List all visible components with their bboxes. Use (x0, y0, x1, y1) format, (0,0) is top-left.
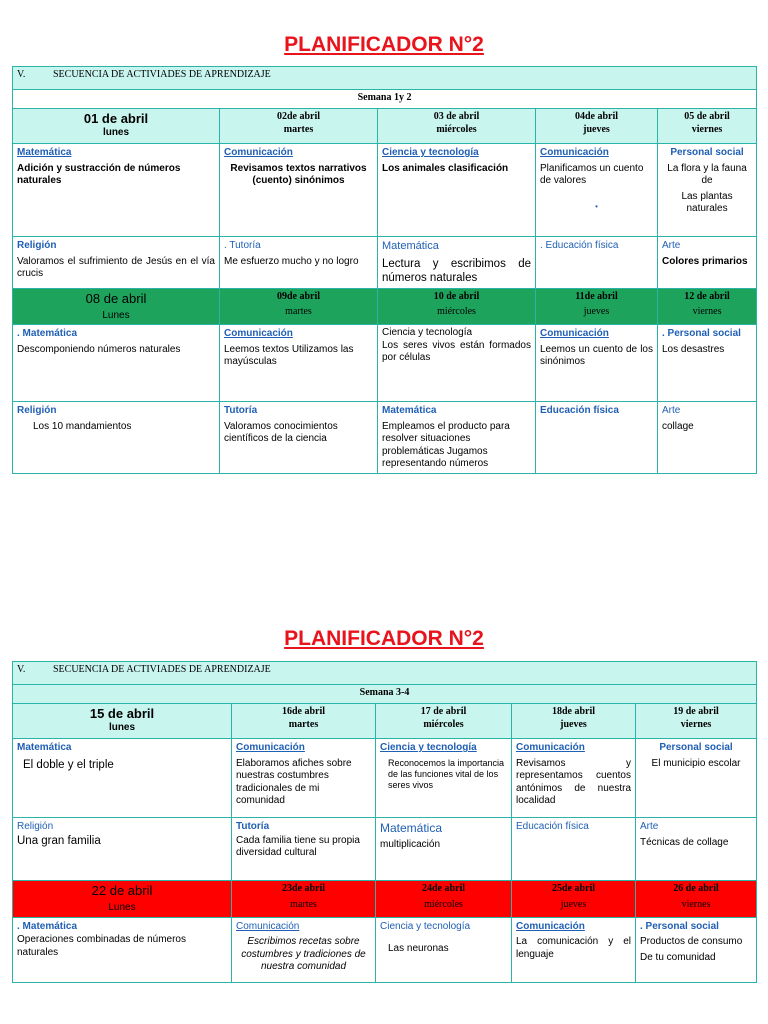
section-heading (13, 662, 757, 685)
day-header: 23de abril martes (232, 881, 376, 918)
activity-cell (658, 144, 757, 237)
day-header: 19 de abril viernes (636, 704, 757, 739)
activity-cell (536, 325, 658, 402)
activity-cell (13, 325, 220, 402)
subject-label: Ciencia y tecnología (380, 920, 471, 932)
subject-label: Matemática (382, 405, 437, 417)
planner-table-2 (12, 661, 757, 983)
activity-text: Los desastres (662, 343, 725, 355)
section-title: SECUENCIA DE ACTIVIADES DE APRENDIZAJE (53, 69, 271, 80)
day-header: 17 de abril miércoles (376, 704, 512, 739)
activity-text: El doble y el triple (23, 758, 114, 771)
activity-cell (378, 144, 536, 237)
activity-text: Me esfuerzo mucho y no logro (224, 255, 359, 267)
activity-cell (658, 237, 757, 289)
week-label: Semana 3-4 (13, 685, 757, 704)
subject-label: Tutoría (224, 405, 258, 417)
subject-label: Religión (17, 240, 57, 251)
subject-label: Religión (17, 405, 57, 417)
activity-text: Cada familia tiene su propia diversidad cultural (236, 834, 360, 858)
section-title: SECUENCIA DE ACTIVIADES DE APRENDIZAJE (53, 664, 271, 675)
activity-cell (376, 917, 512, 982)
day-header: 24de abril miércoles (376, 881, 512, 918)
activity-text: Los animales clasificación (382, 162, 509, 174)
subject-label: Religión (17, 821, 54, 832)
planner-table-1 (12, 66, 757, 474)
activity-text: Escribimos recetas sobre costumbres y tradiciones de nuestra comunidad (241, 936, 366, 973)
day-header: 22 de abril Lunes (13, 881, 232, 918)
activity-text: El municipio escolar (651, 757, 741, 769)
activity-text: Valoramos el sufrimiento de Jesús en el vía crucis (17, 255, 215, 279)
activity-cell (536, 144, 658, 237)
activity-cell (232, 739, 376, 818)
subject-label: Educación física (540, 405, 619, 417)
activity-text: collage (662, 420, 694, 432)
activity-cell (13, 818, 232, 881)
subject-label: Matemática (380, 821, 443, 835)
week-label: Semana 1y 2 (13, 90, 757, 109)
activity-cell (658, 325, 757, 402)
day-header: 09de abril martes (220, 288, 378, 325)
activity-cell (13, 144, 220, 237)
activity-cell (13, 739, 232, 818)
activity-cell (13, 237, 220, 289)
activity-text: La comunicación y el lenguaje (516, 936, 631, 960)
activity-text: Leemos textos Utilizamos las mayúsculas (224, 343, 354, 368)
subject-label: Personal social (659, 742, 733, 753)
day-header: 26 de abril viernes (636, 881, 757, 918)
activity-text: Revisamos y representamos cuentos antónimos de nuestra localidad (516, 757, 631, 806)
day-header: 03 de abril miércoles (378, 109, 536, 144)
activity-text: Una gran familia (17, 834, 101, 847)
activity-cell (220, 325, 378, 402)
activity-text: Operaciones combinadas de números naturales (17, 934, 186, 958)
day-header: 05 de abril viernes (658, 109, 757, 144)
activity-text: Los seres vivos están formados por células (382, 339, 531, 364)
activity-text: Revisamos textos narrativos (cuento) sinónimos (230, 162, 367, 186)
activity-text: Las neuronas (388, 943, 449, 955)
activity-cell (536, 402, 658, 474)
subject-label: Comunicación (516, 742, 585, 753)
subject-label: Ciencia y tecnología (382, 147, 479, 158)
day-header: 04de abril jueves (536, 109, 658, 144)
subject-label: Arte (662, 240, 681, 251)
activity-cell (232, 917, 376, 982)
day-header: 15 de abril lunes (13, 704, 232, 739)
activity-text: De tu comunidad (640, 951, 716, 963)
activity-text: Los 10 mandamientos (33, 420, 132, 432)
subject-label: Comunicación (540, 147, 609, 158)
subject-label: . Matemática (17, 920, 78, 932)
activity-text: Leemos un cuento de los sinónimos (540, 343, 653, 368)
activity-text: Productos de consumo (640, 936, 743, 948)
activity-text: La flora y la fauna de (667, 162, 747, 186)
activity-text: multiplicación (380, 839, 441, 850)
activity-cell (512, 818, 636, 881)
activity-cell (378, 237, 536, 289)
page-title: PLANIFICADOR N°2 (284, 627, 484, 650)
activity-cell (220, 237, 378, 289)
subject-label: . Tutoría (224, 240, 261, 251)
day-header: 08 de abril Lunes (13, 288, 220, 325)
section-heading (13, 67, 757, 90)
activity-cell (636, 739, 757, 818)
activity-text: Empleamos el producto para resolver situaciones problemáticas Jugamos representando números (382, 420, 510, 470)
activity-cell (512, 739, 636, 818)
activity-text: Las plantas naturales (681, 190, 733, 214)
activity-text: Reconocemos la importancia de las funciones vital de los seres vivos (388, 757, 505, 790)
activity-cell (376, 818, 512, 881)
day-header: 01 de abril lunes (13, 109, 220, 144)
activity-cell (378, 402, 536, 474)
day-header: 25de abril jueves (512, 881, 636, 918)
subject-label: Tutoría (236, 821, 270, 832)
activity-cell (232, 818, 376, 881)
activity-cell (13, 402, 220, 474)
day-header: 12 de abril viernes (658, 288, 757, 325)
subject-label: Matemática (382, 240, 439, 252)
subject-label: Comunicación (224, 328, 293, 340)
subject-label: Matemática (17, 147, 72, 158)
activity-cell (636, 818, 757, 881)
day-header: 02de abril martes (220, 109, 378, 144)
subject-label: Comunicación (224, 147, 293, 158)
section-number: V. (17, 69, 26, 80)
activity-text: Adición y sustracción de números naturales (17, 162, 181, 186)
activity-cell (512, 917, 636, 982)
subject-label: Comunicación (540, 328, 609, 340)
activity-cell (220, 402, 378, 474)
subject-label: Ciencia y tecnología (382, 327, 473, 339)
activity-text: Descomponiendo números naturales (17, 343, 181, 355)
activity-cell (376, 739, 512, 818)
day-header: 11de abril jueves (536, 288, 658, 325)
subject-label: . Personal social (640, 920, 719, 932)
activity-text: Planificamos un cuento de valores (540, 162, 644, 186)
subject-label: Comunicación (516, 920, 585, 932)
subject-label: Educación física (516, 821, 589, 832)
activity-text: Elaboramos afiches sobre nuestras costumbres tradicionales de mi comunidad (236, 757, 352, 806)
subject-label: Ciencia y tecnología (380, 742, 477, 753)
subject-label: Arte (640, 821, 659, 832)
activity-cell (536, 237, 658, 289)
activity-text: Valoramos conocimientos científicos de la ciencia (224, 420, 338, 445)
subject-label: Arte (662, 405, 681, 417)
section-number: V. (17, 664, 26, 675)
activity-cell (636, 917, 757, 982)
dot-mark: • (595, 201, 598, 211)
subject-label: Personal social (670, 147, 744, 158)
subject-label: . Educación física (540, 240, 619, 251)
subject-label: Matemática (17, 742, 72, 753)
activity-text: Técnicas de collage (640, 836, 729, 848)
day-header: 10 de abril miércoles (378, 288, 536, 325)
activity-cell (658, 402, 757, 474)
subject-label: Comunicación (236, 742, 305, 753)
subject-label: Comunicación (236, 920, 300, 932)
activity-cell (220, 144, 378, 237)
day-header: 18de abril jueves (512, 704, 636, 739)
activity-text: Colores primarios (662, 255, 748, 267)
page-title: PLANIFICADOR N°2 (284, 33, 484, 56)
activity-cell (378, 325, 536, 402)
subject-label: . Matemática (17, 328, 78, 340)
day-header: 16de abril martes (232, 704, 376, 739)
subject-label: . Personal social (662, 328, 741, 340)
activity-text: Lectura y escribimos de números naturales (382, 257, 531, 285)
activity-cell (13, 917, 232, 982)
